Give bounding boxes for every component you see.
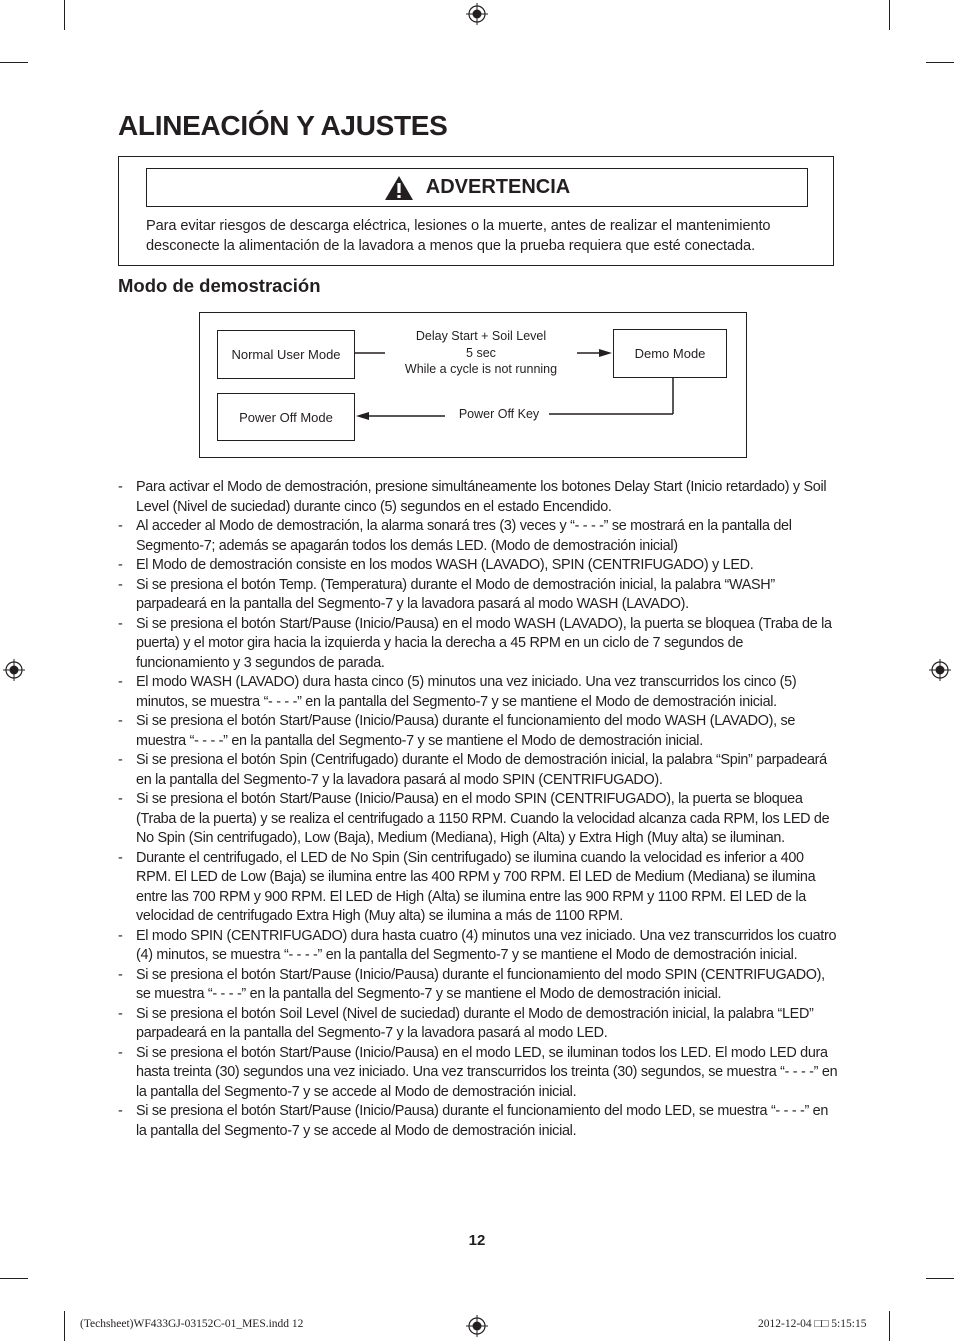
list-item [118, 673, 840, 712]
demo-mode-box: Demo Mode [613, 329, 727, 378]
crop-mark [0, 62, 28, 63]
crop-mark [889, 0, 890, 30]
list-item-text: Si se presiona el botón Start/Pause (Inicio/Pausa) durante el funcionamiento del modo LED, se muestra “- - - -” en la pantalla del Segmento-7 y se accede al Modo de demostración inicial. [136, 1103, 829, 1139]
warning-heading: ADVERTENCIA [425, 176, 571, 198]
registration-mark-icon [3, 659, 25, 681]
bullet-dash: - [118, 518, 123, 534]
arrowhead-right-icon [599, 349, 612, 357]
list-item [118, 517, 840, 556]
list-item-text: Para activar el Modo de demostración, presione simultáneamente los botones Delay Start (Inicio retardado) y Soil Level (Nivel de suciedad) durante cinco (5) segundos en el estado Encendido. [136, 479, 827, 515]
warning-header [146, 168, 808, 207]
crop-mark [0, 1278, 28, 1279]
footer-timestamp: 2012-12-04 □□ 5:15:15 [758, 1318, 867, 1330]
list-item-text: Si se presiona el botón Soil Level (Nivel de suciedad) durante el Modo de demostración inicial, la palabra “LED” parpadeará en la pantalla del Segmento-7 y la lavadora pasará al modo LED. [136, 1005, 814, 1041]
page-number: 12 [468, 1232, 486, 1249]
list-item [118, 712, 840, 751]
footer-file-info: (Techsheet)WF433GJ-03152C-01_MES.indd 12 [80, 1318, 304, 1330]
normal-user-mode-box: Normal User Mode [217, 330, 355, 379]
list-item [118, 1102, 840, 1141]
bullet-dash: - [118, 1103, 123, 1119]
bullet-dash: - [118, 557, 123, 573]
list-item [118, 576, 840, 615]
list-item [118, 615, 840, 674]
bullet-dash: - [118, 849, 123, 866]
list-item [118, 478, 840, 517]
warning-triangle-icon [384, 175, 414, 201]
list-item-text: El modo WASH (LAVADO) dura hasta cinco (5) minutos una vez iniciado. Una vez transcurridos los cinco (5) minutos, se muestra “- - - -” en la pantalla del Segmento-7 y se mantiene el Modo de demostración inicial. [136, 674, 797, 710]
list-item [118, 849, 840, 927]
list-item [118, 1005, 840, 1044]
transition-line: Delay Start + Soil Level [415, 329, 547, 343]
power-off-key-label: Power Off Key [458, 407, 540, 421]
list-item-text: Si se presiona el botón Start/Pause (Inicio/Pausa) en el modo LED, se iluminan todos los LED. El modo LED dura hasta treinta (30) segundos una vez iniciado. Una vez transcurridos los treinta (30) segundos, se muestra “- - - -” en la pantalla del Segmento-7 y se accede al Modo de demostración inicial. [136, 1044, 838, 1100]
bullet-dash: - [118, 1005, 123, 1022]
crop-mark [64, 0, 65, 30]
registration-mark-icon [466, 1315, 488, 1337]
list-item [118, 927, 840, 966]
list-item [118, 790, 840, 849]
list-item-text: El modo SPIN (CENTRIFUGADO) dura hasta cuatro (4) minutos una vez iniciado. Una vez transcurridos los cuatro (4) minutos, se muestra “- - - -” en la pantalla del Segmento-7 y se mantiene el Modo de demostración inicial. [136, 927, 837, 963]
list-item [118, 1044, 840, 1103]
demo-mode-diagram [199, 312, 747, 458]
bullet-dash: - [118, 1044, 123, 1061]
list-item-text: Si se presiona el botón Temp. (Temperatura) durante el Modo de demostración inicial, la palabra “WASH” parpadeará en la pantalla del Segmento-7 y la lavadora pasará al modo WASH (LAVADO). [136, 576, 775, 612]
bullet-dash: - [118, 752, 123, 768]
transition-line: While a cycle is not running [404, 362, 558, 376]
list-item [118, 751, 840, 790]
list-item-text: Si se presiona el botón Spin (Centrifugado) durante el Modo de demostración inicial, la palabra “Spin” parpadeará en la pantalla del Segmento-7 y la lavadora pasará al modo SPIN (CENTRIFUGADO). [136, 752, 827, 788]
crop-mark [926, 1278, 954, 1279]
list-item [118, 966, 840, 1005]
crop-mark [889, 1311, 890, 1341]
list-item-text: Al acceder al Modo de demostración, la alarma sonará tres (3) veces y “- - - -” se mostrará en la pantalla del Segmento-7; además se apagarán todos los demás LED. (Modo de demostración inicial) [136, 518, 792, 554]
crop-mark [926, 62, 954, 63]
bullet-dash: - [118, 674, 123, 690]
list-item [118, 556, 840, 576]
list-item-text: Si se presiona el botón Start/Pause (Inicio/Pausa) durante el funcionamiento del modo WASH (LAVADO), se muestra “- - - -” en la pantalla del Segmento-7 y se mantiene el Modo de demostración inicial. [136, 713, 796, 749]
instruction-list [118, 478, 840, 1141]
bullet-dash: - [118, 927, 123, 944]
warning-text: Para evitar riesgos de descarga eléctrica, lesiones o la muerte, antes de realizar el mantenimiento desconecte la alimentación de la lavadora a menos que la prueba requiera que esté conectada. [146, 218, 771, 254]
list-item-text: Si se presiona el botón Start/Pause (Inicio/Pausa) en el modo WASH (LAVADO), la puerta se bloquea (Traba de la puerta) y el motor gira hacia la izquierda y hacia la derecha a 45 RPM en un ciclo de 7 segundos de funcionamiento y 3 segundos de parada. [136, 615, 832, 671]
bullet-dash: - [118, 713, 123, 729]
list-item-text: Si se presiona el botón Start/Pause (Inicio/Pausa) durante el funcionamiento del modo SPIN (CENTRIFUGADO), se muestra “- - - -” en la pantalla del Segmento-7 y se mantiene el Modo de demostración inicial. [136, 966, 825, 1002]
crop-mark [64, 1311, 65, 1341]
list-item-text: El Modo de demostración consiste en los modos WASH (LAVADO), SPIN (CENTRIFUGADO) y LED. [136, 557, 754, 573]
transition-label [385, 328, 577, 378]
section-title: Modo de demostración [118, 275, 321, 296]
warning-box [118, 156, 834, 266]
bullet-dash: - [118, 966, 123, 983]
registration-mark-icon [466, 3, 488, 25]
power-off-mode-box: Power Off Mode [217, 393, 355, 441]
transition-line: 5 sec [466, 345, 496, 360]
page-title: ALINEACIÓN Y AJUSTES [118, 110, 448, 141]
bullet-dash: - [118, 615, 123, 632]
registration-mark-icon [929, 659, 951, 681]
arrowhead-left-icon [356, 412, 369, 420]
list-item-text: Si se presiona el botón Start/Pause (Inicio/Pausa) en el modo SPIN (CENTRIFUGADO), la puerta se bloquea (Traba de la puerta) y se realiza el centrifugado a 1150 RPM. Cuando la velocidad alcanza cada RPM, los LED de No Spin (Sin centrifugado), Low (Baja), Medium (Mediana), High (Alta) y Extra High (Muy alta) se iluminan. [136, 791, 830, 846]
bullet-dash: - [118, 791, 123, 807]
list-item-text: Durante el centrifugado, el LED de No Spin (Sin centrifugado) se ilumina cuando la velocidad es inferior a 400 RPM. El LED de Low (Baja) se ilumina entre las 400 RPM y 700 RPM. El LED de Medium (Mediana) se ilumina entre las 700 RPM y 900 RPM. El LED de High (Alta) se ilumina entre las 900 RPM y 1100 RPM. El LED de la velocidad de centrifugado Extra High (Muy alta) se ilumina a más de 1100 RPM. [136, 849, 816, 924]
bullet-dash: - [118, 576, 123, 593]
bullet-dash: - [118, 479, 123, 495]
